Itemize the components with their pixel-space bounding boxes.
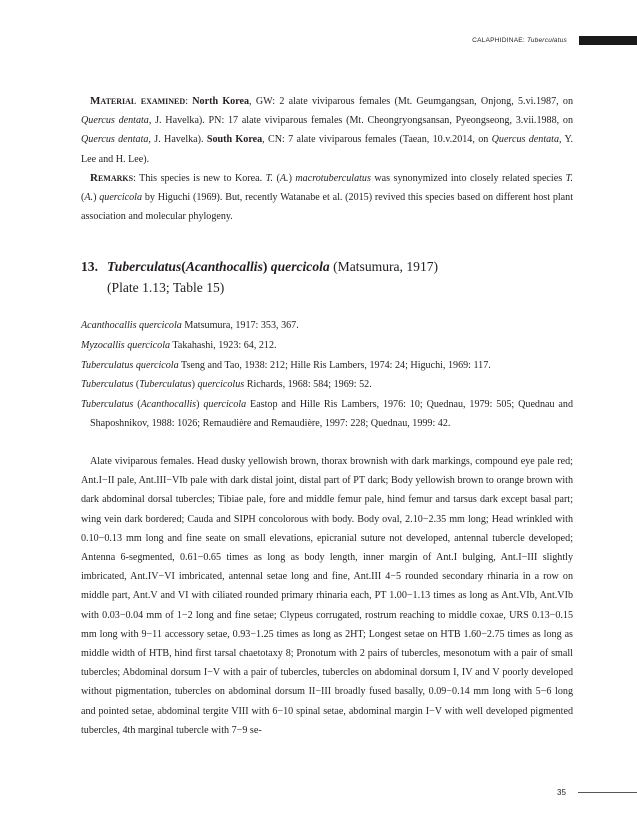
description-paragraph: Alate viviparous females. Head dusky yellowish brown, thorax brownish with dark markings, compound eye pale red; Ant.I−II pale, Ant.III−VIb pale with dark distal joint, distal part of PT dark; Body yellowish brown to orange brown with dark abdominal dorsal tubercles; Tibiae pale, fore and middle femur pale, hind femur and tarsus dark except basal part; wing vein dark bordered; Cauda and SIPH concolorous with body. Body oval, 2.10−2.35 mm long; Head wrinkled with 0.10−0.13 mm long and fine seate on small elevations, epicranial suture not developed, antennal tubercle developed; Antenna 6-segmented, 0.61−0.65 times as long as body length, inner margin of Ant.I bulging, Ant.I−III slightly imbricated, Ant.IV−VI imbricated, antennal setae long and fine, Ant.III 4−5 rounded secondary rhinaria in a row on middle part, Ant.V and VI with ciliated rounded primary rhinaria each, PT 1.00−1.13 times as long as Ant.VIb, Ant.VIb with 0.03−0.04 mm of 1−2 long and fine setae; Clypeus corrugated, rostrum reaching to middle coxae, URS 0.13−0.15 mm long with 9−11 accessory setae, 0.93−1.25 times as long as 2HT; Longest setae on HTB 1.60−2.75 times as long as middle width of HTB, hind first tarsal chaetotaxy 8; Pronotum with 2 pairs of tubercles, mesonotum with a pair of small tubercles; Abdominal dorsum I−V with a pair of tubercles, tubercles on abdominal dorsum I, IV and V poorly developed without pigmentation, tubercles on abdominal dorsum II−III broadly fused basally, 0.09−0.14 mm long with 5−6 long and pointed setae, abdominal tergite VIII with 6−10 spinal setae, abdominal margin I−V with well developed pigmented tubercles, 4th marginal tubercle with 7−9 se- [81,455,573,736]
page-number: 35 [557,788,566,797]
remarks-label: Remarks [90,171,134,184]
page-footer [557,788,637,797]
species-title: 13. Tuberculatus(Acanthocallis) quercicola (Matsumura, 1917) [81,259,439,275]
synonym-list [81,316,573,434]
remarks-paragraph: Remarks: This species is new to Korea. T. (A.) macrotuberculatus was synonymized into closely related species T. (A.) quercicola by Higuchi (1969). But, recently Watanabe et al. (2015) revived this species based on different host plant association and molecular phylogeny. [81,171,574,223]
species-plate-reference: (Plate 1.13; Table 15) [107,280,225,296]
synonym-entry: Myzocallis quercicola Takahashi, 1923: 64, 212. [81,340,277,352]
footer-rule [578,792,637,793]
synonym-entry: Tuberculatus (Acanthocallis) quercicola Eastop and Hille Ris Lambers, 1976: 10; Quednau, 1979: 505; Quednau and Shaposhnikov, 1988: 1026; Remaudière and Remaudière, 1997: 228; Quednau, 1999: 42. [81,398,573,430]
material-label: Material examined [90,95,186,107]
header-bar-decoration [579,36,637,45]
synonym-entry: Tuberculatus quercicola Tseng and Tao, 1938: 212; Hille Ris Lambers, 1974: 24; Higuchi, 1969: 117. [81,359,491,371]
running-header [472,34,637,46]
material-examined-paragraph: Material examined: North Korea, GW: 2 alate viviparous females (Mt. Geumgangsan, Onjong, 5.vi.1987, on Quercus dentata, J. Havelka). PN: 17 alate viviparous females (Mt. Cheongryongsansan, Pyeongseong, 3.vii.1988, on Quercus dentata, J. Havelka). South Korea, CN: 7 alate viviparous females (Taean, 10.v.2014, on Quercus dentata, Y. Lee and H. Lee). [81,95,574,165]
synonym-entry: Acanthocallis quercicola Matsumura, 1917: 353, 367. [81,320,299,332]
synonym-entry: Tuberculatus (Tuberculatus) quercicolus Richards, 1968: 584; 1969: 52. [81,379,372,391]
running-header-genus: Tuberculatus [526,36,567,44]
running-header-text: CALAPHIDINAE: Tuberculatus [472,36,567,44]
page-body [81,92,573,740]
species-heading [81,256,573,298]
description-section [81,452,573,740]
